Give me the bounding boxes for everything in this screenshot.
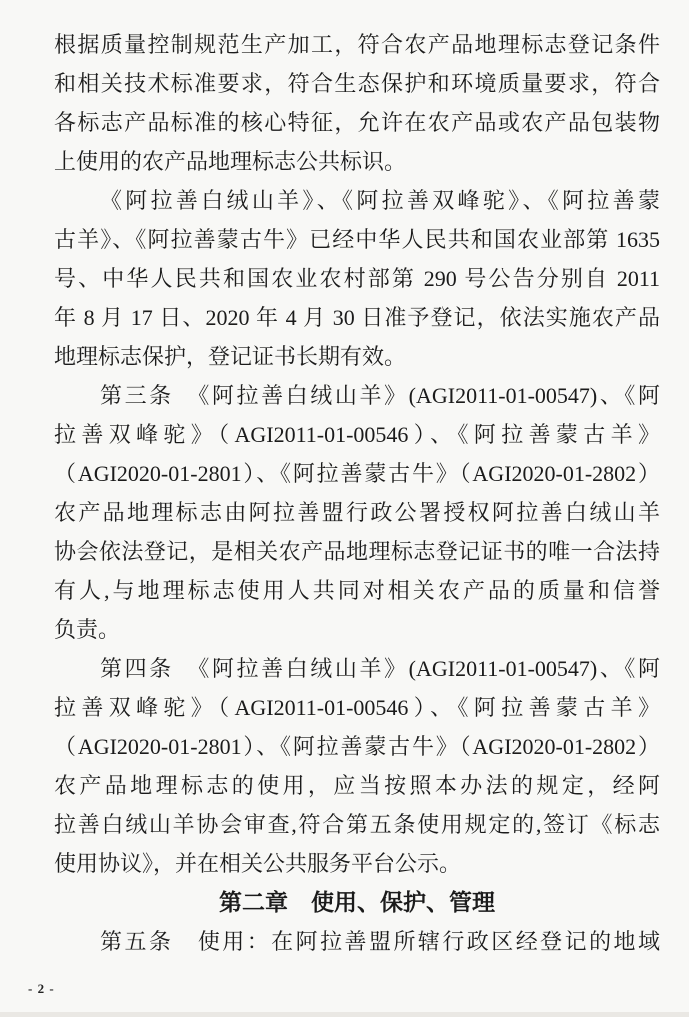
text-line: 第四条 《阿拉善白绒山羊》(AGI2011-01-00547)、《阿 [100,656,660,681]
text-line: 号、中华人民共和国农业农村部第 290 号公告分别自 2011 [54,266,660,291]
text-line: （AGI2020-01-2801）、《阿拉善蒙古牛》（AGI2020-01-2802） [54,734,660,759]
text-line: 上使用的农产品地理标志公共标识。 [54,149,407,174]
paragraph-quality-control [54,25,660,181]
text-line: 地理标志保护，登记证书长期有效。 [54,344,407,369]
scan-bottom-edge [0,1012,689,1017]
chapter-heading: 第二章 使用、保护、管理 [219,890,495,915]
text-line: 拉善双峰驼》（AGI2011-01-00546）、《阿拉善蒙古羊》 [54,695,660,720]
text-line: 和相关技术标准要求，符合生态保护和环境质量要求，符合 [54,71,660,96]
text-line: （AGI2020-01-2801）、《阿拉善蒙古牛》（AGI2020-01-2802） [54,461,660,486]
text-line: 农产品地理标志由阿拉善盟行政公署授权阿拉善白绒山羊 [54,500,660,525]
text-line: 古羊》、《阿拉善蒙古牛》已经中华人民共和国农业部第 1635 [54,227,660,252]
text-line: 协会依法登记，是相关农产品地理标志登记证书的唯一合法持 [54,539,660,564]
paragraph-article-4 [54,649,660,883]
text-line: 拉善双峰驼》（AGI2011-01-00546）、《阿拉善蒙古羊》 [54,422,660,447]
text-line: 负责。 [54,617,121,642]
paragraph-article-3 [54,376,660,649]
text-line: 各标志产品标准的核心特征，允许在农产品或农产品包装物 [54,110,660,135]
text-line: 第五条 使用：在阿拉善盟所辖行政区经登记的地域 [100,929,660,954]
text-line: 使用协议》，并在相关公共服务平台公示。 [54,851,462,876]
page-number: - 2 - [28,981,55,996]
text-line: 农产品地理标志的使用，应当按照本办法的规定，经阿 [54,773,660,798]
text-line: 第三条 《阿拉善白绒山羊》(AGI2011-01-00547)、《阿 [100,383,660,408]
paragraph-registration-history [54,181,660,376]
paragraph-article-5 [54,922,660,961]
text-line: 拉善白绒山羊协会审查,符合第五条使用规定的,签订《标志 [54,812,660,837]
text-line: 《阿拉善白绒山羊》、《阿拉善双峰驼》、《阿拉善蒙 [100,188,660,213]
text-line: 根据质量控制规范生产加工，符合农产品地理标志登记条件 [54,32,660,57]
text-line: 有人,与地理标志使用人共同对相关农产品的质量和信誉 [54,578,660,603]
text-line: 年 8 月 17 日、2020 年 4 月 30 日准予登记，依法实施农产品 [54,305,660,330]
